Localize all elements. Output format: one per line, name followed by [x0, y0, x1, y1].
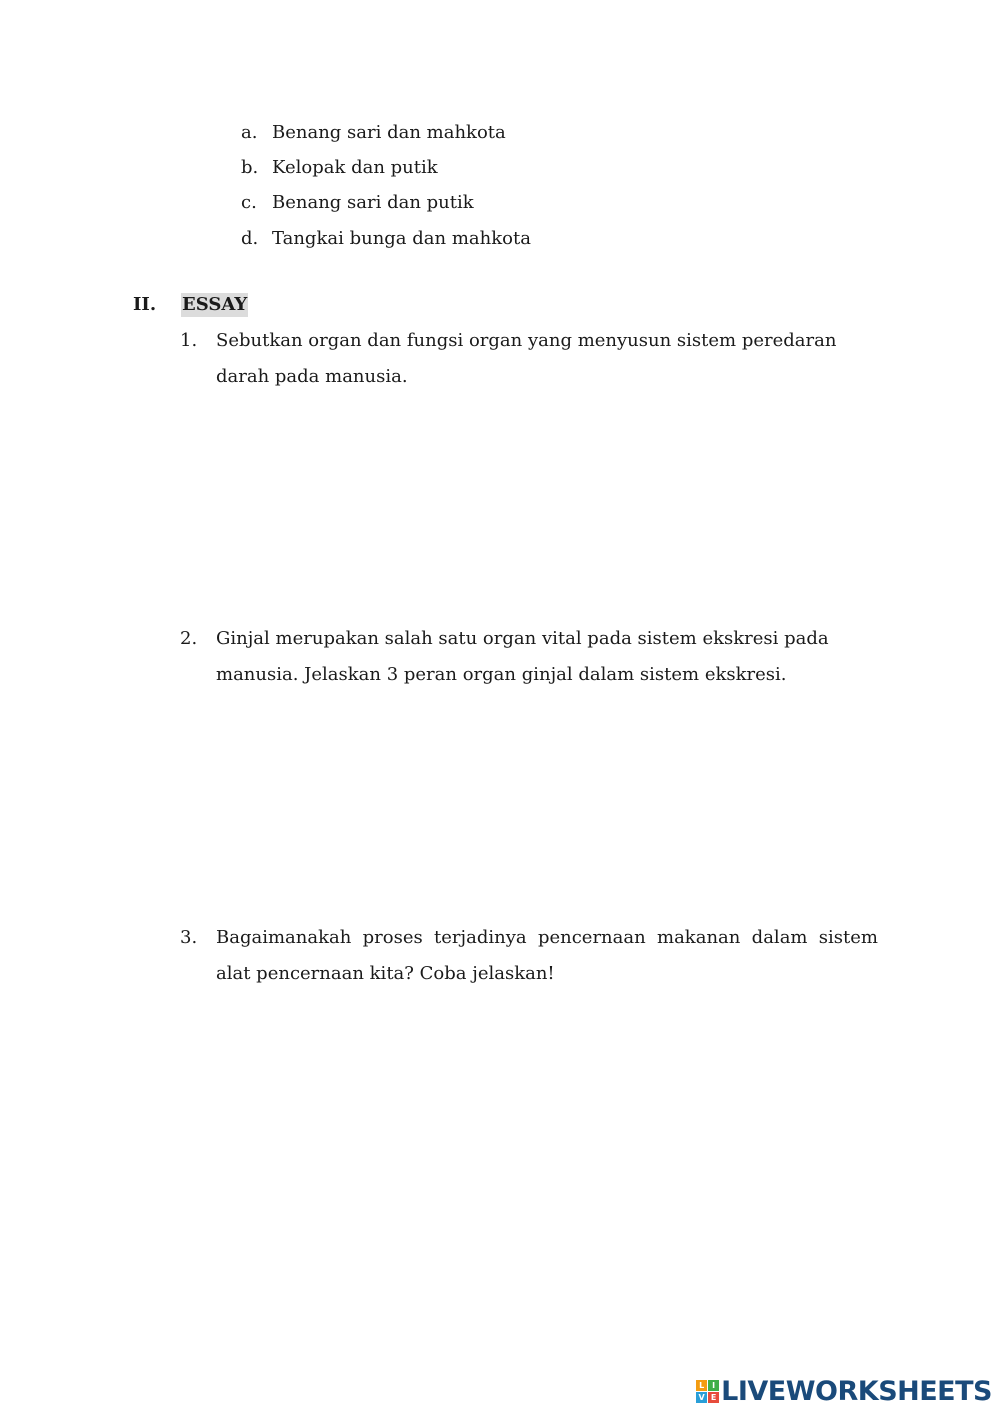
section-numeral: II.: [133, 294, 157, 315]
option-text: Kelopak dan putik: [272, 157, 438, 178]
option-text: Benang sari dan mahkota: [272, 122, 506, 143]
option-b: [241, 156, 438, 180]
logo-mark-cell: I: [708, 1380, 719, 1391]
question-number: 2.: [180, 628, 198, 649]
option-c: [241, 191, 474, 215]
liveworksheets-logo[interactable]: [696, 1376, 992, 1407]
question-text: Ginjal merupakan salah satu organ vital pada sistem ekskresi pada manusia. Jelaskan 3 peran organ ginjal dalam sistem ekskresi.: [216, 628, 829, 685]
option-text: Tangkai bunga dan mahkota: [272, 228, 531, 249]
option-letter: d.: [241, 228, 259, 249]
question-number: 1.: [180, 330, 198, 351]
option-letter: b.: [241, 157, 259, 178]
logo-mark-icon: [696, 1380, 719, 1403]
logo-mark-cell: L: [696, 1380, 707, 1391]
question-text: Sebutkan organ dan fungsi organ yang menyusun sistem peredaran darah pada manusia.: [216, 330, 837, 387]
essay-question-3: [180, 920, 878, 992]
question-number: 3.: [180, 927, 198, 948]
logo-mark-cell: E: [708, 1392, 719, 1403]
essay-question-1: [180, 323, 890, 395]
section-title: ESSAY: [182, 294, 248, 315]
option-text: Benang sari dan putik: [272, 192, 474, 213]
option-letter: a.: [241, 122, 258, 143]
option-d: [241, 227, 531, 251]
essay-question-2: [180, 621, 880, 693]
option-a: [241, 121, 506, 145]
option-letter: c.: [241, 192, 257, 213]
logo-mark-cell: V: [696, 1392, 707, 1403]
question-text: Bagaimanakah proses terjadinya pencernaan makanan dalam sistem alat pencernaan kita? Coba jelaskan!: [216, 927, 878, 984]
logo-text: LIVEWORKSHEETS: [721, 1376, 992, 1407]
